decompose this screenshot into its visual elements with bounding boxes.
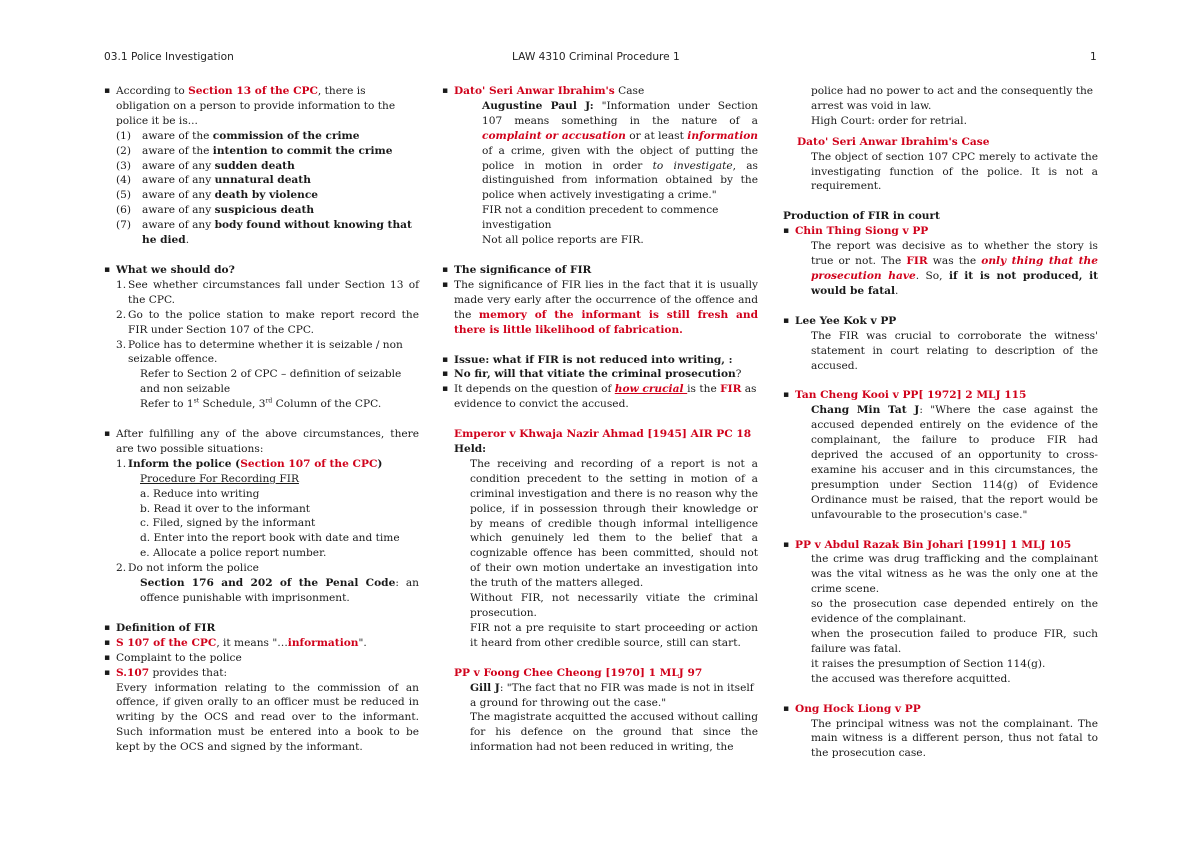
text: , it means "… <box>216 636 288 649</box>
text: Column of the CPC. <box>272 398 382 411</box>
text: No fir, will that vitiate the criminal prosecution <box>454 368 736 381</box>
lee-case-heading: ▪ Lee Yee Kok v PP <box>783 314 1098 329</box>
list-number: (6) <box>116 204 132 217</box>
foong-case-heading: PP v Foong Chee Cheong [1970] 1 MLJ 97 <box>454 666 703 679</box>
text: how crucial <box>614 383 688 396</box>
list-number: (2) <box>116 144 132 157</box>
text: Gill J <box>470 681 500 694</box>
s107-provides <box>104 666 419 681</box>
list-number: (7) <box>116 219 132 232</box>
chang-quote <box>783 403 1098 522</box>
text: : "The fact that no FIR was made is not in itself a ground for throwing out the case." <box>470 681 754 709</box>
fir-note-1: FIR not a condition precedent to commence investigation <box>482 204 719 232</box>
text: Section 13 of the CPC <box>188 85 318 97</box>
text: as evidence to convict the accused. <box>454 383 757 411</box>
text: commission of the crime <box>212 129 360 142</box>
text: ". <box>358 636 367 649</box>
abdul-case-heading: ▪ PP v Abdul Razak Bin Johari [1991] 1 MLJ 105 <box>783 538 1098 553</box>
continuation-text: police had no power to act and the consequently the arrest was void in law. <box>811 85 1094 112</box>
s107-text: Every information relating to the commission of an offence, if given orally to an officer must be reduced in writing by the OCS and read over to the informant. Such information must be entered into a book to be kept by the OCS and signed by the informant. <box>116 681 419 754</box>
procedure-item: c. Filed, signed by the informant <box>140 517 316 530</box>
high-court-text: High Court: order for retrial. <box>811 114 967 127</box>
text: only thing that the prosecution have <box>811 255 1098 282</box>
text: , there is obligation on a person to provide information to the police it be is... <box>116 85 396 127</box>
text: aware of any <box>142 174 215 187</box>
text: aware of any <box>142 204 215 217</box>
text: : "Where the case against the accused depended entirely on the evidence of the complainant, the failure to produce FIR had deprived the accused of an opportunity to cross-examine his accuser and in this circumstances, the presumption under Section 114(g) of Evidence Ordinance must be raised, that the report would be unfavourable to the prosecution's case." <box>811 404 1098 521</box>
emperor-case-heading: Emperor v Khwaja Nazir Ahmad [1945] AIR PC 18 <box>454 428 752 441</box>
text: sudden death <box>214 159 295 172</box>
production-heading: Production of FIR in court <box>783 210 940 223</box>
header-center: LAW 4310 Criminal Procedure 1 <box>512 51 680 63</box>
text: information <box>287 636 359 649</box>
ong-text: The principal witness was not the complainant. The main witness is a different person, thus not fatal to the prosecution case. <box>811 717 1098 760</box>
text: is the <box>687 383 721 396</box>
text: provides that: <box>149 666 228 679</box>
chin-text <box>783 239 1098 299</box>
definition-heading: ▪ Definition of FIR <box>104 621 419 636</box>
text: Go to the police station to make report record the FIR under Section 107 of the CPC. <box>128 308 419 336</box>
text: "Information under Section 107 means something in the nature of a <box>482 99 759 127</box>
no-fir-question <box>442 367 758 382</box>
text: The report was decisive as to whether the story is true or not. The <box>811 240 1098 268</box>
list-number: (3) <box>116 159 132 172</box>
text: aware of the <box>142 129 213 142</box>
option-1: 1. Inform the police (Section 107 of the CPC) <box>116 457 383 470</box>
option-2: 2. Do not inform the police <box>116 562 259 575</box>
text: Police has to determine whether it is seizable / non seizable offence. <box>128 338 403 366</box>
text: complaint or accusation <box>482 129 626 142</box>
cpc13-paragraph <box>104 84 419 129</box>
s107-definition <box>104 636 419 651</box>
abdul-text-2: so the prosecution case depended entirely on the evidence of the complainant. <box>811 598 1098 626</box>
gill-quote <box>442 681 758 711</box>
text: was the <box>927 255 982 268</box>
text: S.107 <box>116 666 150 679</box>
list-number: (4) <box>116 174 132 187</box>
column-2 <box>442 84 758 755</box>
text: The significance of FIR lies in the fact that it is usually made very early after the occurrence of the offence and the <box>454 278 758 321</box>
text: , as distinguished from information obtained by the police when actively investigating a crime." <box>482 159 758 202</box>
superscript: st <box>193 397 200 405</box>
held-text-2: Without FIR, not necessarily vitiate the criminal prosecution. <box>470 592 758 619</box>
abdul-text-4: it raises the presumption of Section 114(g). <box>811 657 1046 670</box>
text: Inform the police ( <box>128 457 241 470</box>
step-3a: Refer to Section 2 of CPC – definition of seizable and non seizable <box>140 368 402 396</box>
what-we-should-do-heading: ▪ What we should do? <box>104 263 419 278</box>
text: ) <box>377 457 383 470</box>
abdul-text-5: the accused was therefore acquitted. <box>811 672 1011 685</box>
text: Section 107 of the CPC <box>240 457 378 470</box>
text: : an offence punishable with imprisonment. <box>140 577 419 604</box>
held-text: The receiving and recording of a report is not a condition precedent to the setting in motion of a criminal investigation and there is no reason why the police, if in possession through their knowledge or by means of credible though informal intelligence which genuinely led them to the belief that a cognizable offence has been committed, should not of their own motion undertake an investigation into the truth of the matters alleged. <box>470 457 758 590</box>
text: if it is not produced, it would be fatal <box>811 269 1099 297</box>
superscript: rd <box>265 397 273 405</box>
complaint-item: ▪ Complaint to the police <box>104 651 419 666</box>
obligation-list <box>104 129 419 248</box>
ong-case-heading: ▪ Ong Hock Liong v PP <box>783 702 1098 717</box>
text: Refer to 1 <box>140 398 194 411</box>
penal-code-note <box>104 576 419 606</box>
held-label: Held: <box>454 443 487 456</box>
list-number: (5) <box>116 189 132 202</box>
text: to investigate <box>652 159 733 172</box>
procedure-heading: Procedure For Recording FIR <box>140 472 299 485</box>
text: unnatural death <box>214 174 311 187</box>
held-text-3: FIR not a pre requisite to start proceeding or action it heard from other credible source, still can start. <box>470 621 758 649</box>
column-3 <box>783 84 1098 761</box>
text: ? <box>735 368 742 381</box>
tan-case-heading: ▪ Tan Cheng Kooi v PP[ 1972] 2 MLJ 115 <box>783 388 1098 403</box>
text: Dato' Seri Anwar Ibrahim's <box>454 85 615 97</box>
procedure-item: a. Reduce into writing <box>140 487 260 500</box>
augustine-quote <box>442 99 758 203</box>
after-fulfilling-paragraph: ▪ After fulfilling any of the above circumstances, there are two possible situations: <box>104 427 419 457</box>
column-1 <box>104 84 419 755</box>
step-3b <box>104 397 419 412</box>
text: FIR <box>906 255 928 268</box>
procedure-item: b. Read it over to the informant <box>140 502 311 515</box>
text: . So, <box>915 269 949 282</box>
text: . <box>185 234 190 247</box>
text: It depends on the question of <box>454 383 615 396</box>
magistrate-text: The magistrate acquitted the accused without calling for his defence on the ground that since the information had not been reduced in writing, the <box>470 711 758 754</box>
step-3: 3. Police has to determine whether it is seizable / non seizable offence. <box>116 338 403 366</box>
anwar-case-heading <box>442 84 758 99</box>
text: death by violence <box>214 189 319 202</box>
procedure-item: d. Enter into the report book with date and time <box>140 532 400 545</box>
text: Chang Min Tat J <box>811 404 920 417</box>
text: aware of the <box>142 144 213 157</box>
depends-text <box>442 382 758 412</box>
text: aware of any <box>142 219 215 232</box>
text: According to <box>116 85 189 97</box>
text: Schedule, 3 <box>199 398 266 411</box>
issue-heading: ▪ Issue: what if FIR is not reduced into writing, : <box>442 353 758 368</box>
text: Do not inform the police <box>128 562 259 575</box>
page-number: 1 <box>1090 51 1097 63</box>
object-text: The object of section 107 CPC merely to activate the investigating function of the police. It is not a requirement. <box>811 150 1098 193</box>
abdul-text-1: the crime was drug trafficking and the complainant was the vital witness as he was the only one at the crime scene. <box>811 553 1098 596</box>
text: Case <box>614 85 645 97</box>
abdul-text-3: when the prosecution failed to produce FIR, such failure was fatal. <box>811 628 1098 655</box>
text: S 107 of the CPC <box>116 636 217 649</box>
chin-case-heading: ▪ Chin Thing Siong v PP <box>783 224 1098 239</box>
procedure-item: e. Allocate a police report number. <box>140 547 327 560</box>
significance-heading: ▪ The significance of FIR <box>442 263 758 278</box>
text: information <box>687 129 758 142</box>
anwar-case-heading-2: Dato' Seri Anwar Ibrahim's Case <box>797 135 990 148</box>
text: Augustine Paul J: <box>482 99 594 112</box>
text: suspicious death <box>214 204 315 217</box>
step-2: 2. Go to the police station to make report record the FIR under Section 107 of the CPC. <box>116 308 419 336</box>
list-number: (1) <box>116 129 132 142</box>
text: or at least <box>625 129 688 142</box>
text: intention to commit the crime <box>212 144 393 157</box>
lee-text: The FIR was crucial to corroborate the witness' statement in court relating to description of the accused. <box>811 329 1098 372</box>
text: See whether circumstances fall under Section 13 of the CPC. <box>128 278 419 306</box>
text: body found without knowing that he died <box>142 219 412 247</box>
text: of a crime, given with the object of putting the police in motion in order <box>482 144 758 172</box>
fir-note-2: Not all police reports are FIR. <box>482 234 644 247</box>
header-left: 03.1 Police Investigation <box>104 51 234 63</box>
text: memory of the informant is still fresh and there is little likelihood of fabrication. <box>454 308 758 336</box>
text: aware of any <box>142 159 215 172</box>
significance-text <box>442 278 758 338</box>
text: aware of any <box>142 189 215 202</box>
step-1: 1. See whether circumstances fall under Section 13 of the CPC. <box>116 278 419 306</box>
text: Section 176 and 202 of the Penal Code <box>140 577 396 590</box>
text: . <box>895 284 899 297</box>
text: FIR <box>720 383 742 396</box>
